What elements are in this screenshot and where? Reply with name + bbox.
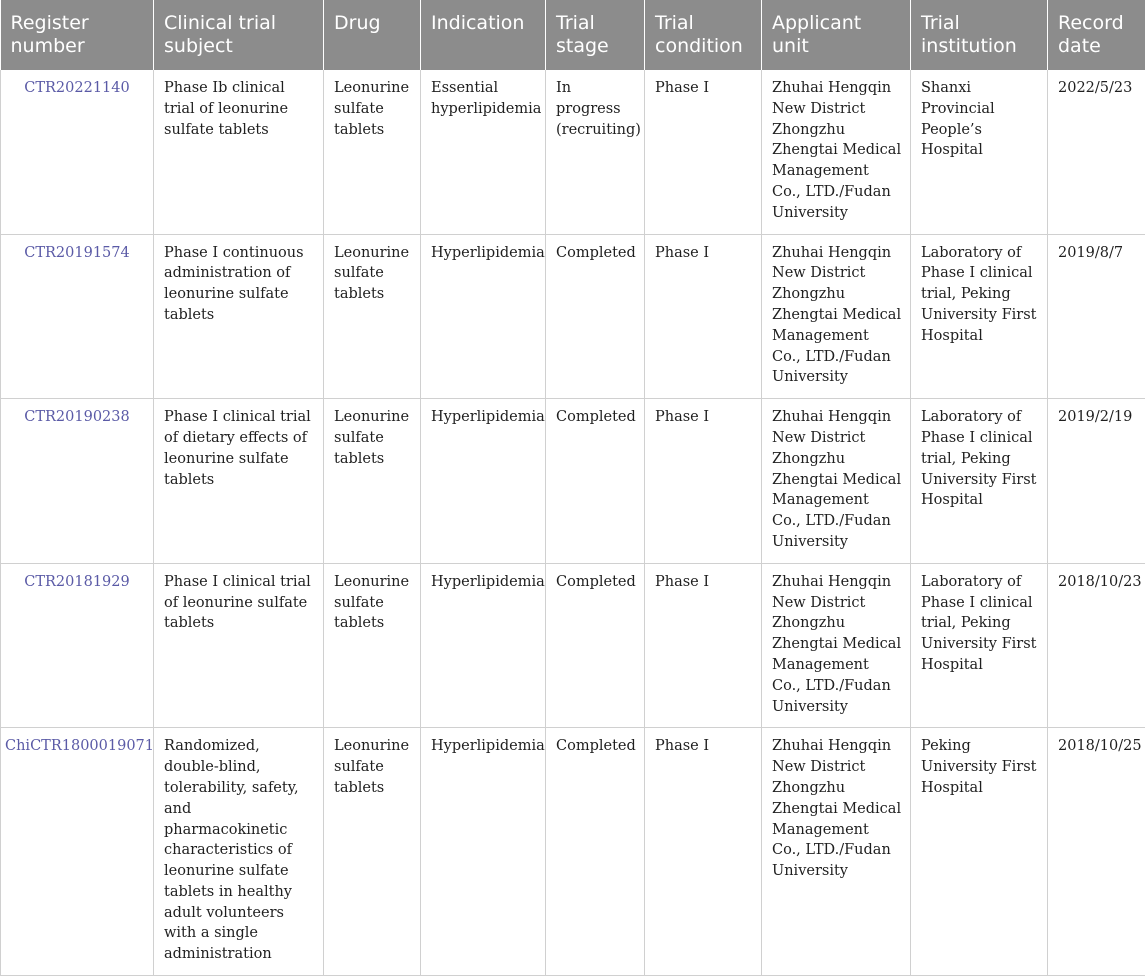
header-applicant-unit: Applicant unit: [762, 0, 911, 70]
cell-subject: Phase I continuous administration of leonurine sulfate tablets: [154, 234, 324, 399]
table-row: [1, 728, 1145, 976]
cell-indication: Hyperlipidemia: [421, 563, 546, 728]
header-trial-institution: Trial institution: [911, 0, 1048, 70]
cell-indication: Hyperlipidemia: [421, 728, 546, 976]
cell-applicant: Zhuhai Hengqin New District Zhongzhu Zhengtai Medical Management Co., LTD./Fudan University: [762, 234, 911, 399]
cell-record-date: 2019/2/19: [1048, 399, 1145, 564]
header-row: [1, 0, 1145, 70]
cell-institution: Shanxi Provincial People’s Hospital: [911, 70, 1048, 234]
cell-record-date: 2022/5/23: [1048, 70, 1145, 234]
cell-drug: Leonurine sulfate tablets: [324, 563, 421, 728]
cell-register-number: [1, 70, 154, 234]
cell-record-date: 2018/10/23: [1048, 563, 1145, 728]
cell-institution: Peking University First Hospital: [911, 728, 1048, 976]
cell-register-number: [1, 234, 154, 399]
header-clinical-trial-subject: Clinical trial subject: [154, 0, 324, 70]
cell-subject: Phase I clinical trial of leonurine sulfate tablets: [154, 563, 324, 728]
register-number-link[interactable]: CTR20190238: [24, 409, 130, 425]
cell-institution: Laboratory of Phase I clinical trial, Peking University First Hospital: [911, 399, 1048, 564]
cell-register-number: [1, 399, 154, 564]
cell-subject: Phase Ib clinical trial of leonurine sulfate tablets: [154, 70, 324, 234]
cell-applicant: Zhuhai Hengqin New District Zhongzhu Zhengtai Medical Management Co., LTD./Fudan University: [762, 563, 911, 728]
cell-applicant: Zhuhai Hengqin New District Zhongzhu Zhengtai Medical Management Co., LTD./Fudan University: [762, 399, 911, 564]
cell-register-number: [1, 728, 154, 976]
cell-register-number: [1, 563, 154, 728]
cell-condition: Phase I: [645, 563, 762, 728]
cell-drug: Leonurine sulfate tablets: [324, 70, 421, 234]
cell-indication: Hyperlipidemia: [421, 234, 546, 399]
table-row: [1, 399, 1145, 564]
header-record-date: Record date: [1048, 0, 1145, 70]
register-number-link[interactable]: CTR20221140: [24, 80, 130, 96]
cell-drug: Leonurine sulfate tablets: [324, 399, 421, 564]
cell-stage: Completed: [546, 234, 645, 399]
cell-drug: Leonurine sulfate tablets: [324, 234, 421, 399]
cell-institution: Laboratory of Phase I clinical trial, Peking University First Hospital: [911, 563, 1048, 728]
cell-condition: Phase I: [645, 399, 762, 564]
cell-stage: Completed: [546, 563, 645, 728]
header-register-number: Register number: [1, 0, 154, 70]
cell-drug: Leonurine sulfate tablets: [324, 728, 421, 976]
cell-condition: Phase I: [645, 728, 762, 976]
table-row: [1, 234, 1145, 399]
cell-applicant: Zhuhai Hengqin New District Zhongzhu Zhengtai Medical Management Co., LTD./Fudan University: [762, 70, 911, 234]
register-number-link[interactable]: ChiCTR1800019071: [5, 738, 154, 754]
cell-stage: In progress (recruiting): [546, 70, 645, 234]
cell-indication: Essential hyperlipidemia: [421, 70, 546, 234]
header-trial-condition: Trial condition: [645, 0, 762, 70]
cell-condition: Phase I: [645, 70, 762, 234]
cell-stage: Completed: [546, 728, 645, 976]
cell-record-date: 2018/10/25: [1048, 728, 1145, 976]
register-number-link[interactable]: CTR20181929: [24, 574, 130, 590]
header-drug: Drug: [324, 0, 421, 70]
cell-institution: Laboratory of Phase I clinical trial, Peking University First Hospital: [911, 234, 1048, 399]
table-body: [1, 70, 1145, 976]
register-number-link[interactable]: CTR20191574: [24, 245, 130, 261]
cell-stage: Completed: [546, 399, 645, 564]
cell-indication: Hyperlipidemia: [421, 399, 546, 564]
table-header: [1, 0, 1145, 70]
cell-applicant: Zhuhai Hengqin New District Zhongzhu Zhengtai Medical Management Co., LTD./Fudan University: [762, 728, 911, 976]
cell-subject: Phase I clinical trial of dietary effects of leonurine sulfate tablets: [154, 399, 324, 564]
header-trial-stage: Trial stage: [546, 0, 645, 70]
cell-subject: Randomized, double-blind, tolerability, safety, and pharmacokinetic characteristics of leonurine sulfate tablets in healthy adult volunteers with a single administration: [154, 728, 324, 976]
table-row: [1, 70, 1145, 234]
header-indication: Indication: [421, 0, 546, 70]
cell-record-date: 2019/8/7: [1048, 234, 1145, 399]
table-row: [1, 563, 1145, 728]
cell-condition: Phase I: [645, 234, 762, 399]
